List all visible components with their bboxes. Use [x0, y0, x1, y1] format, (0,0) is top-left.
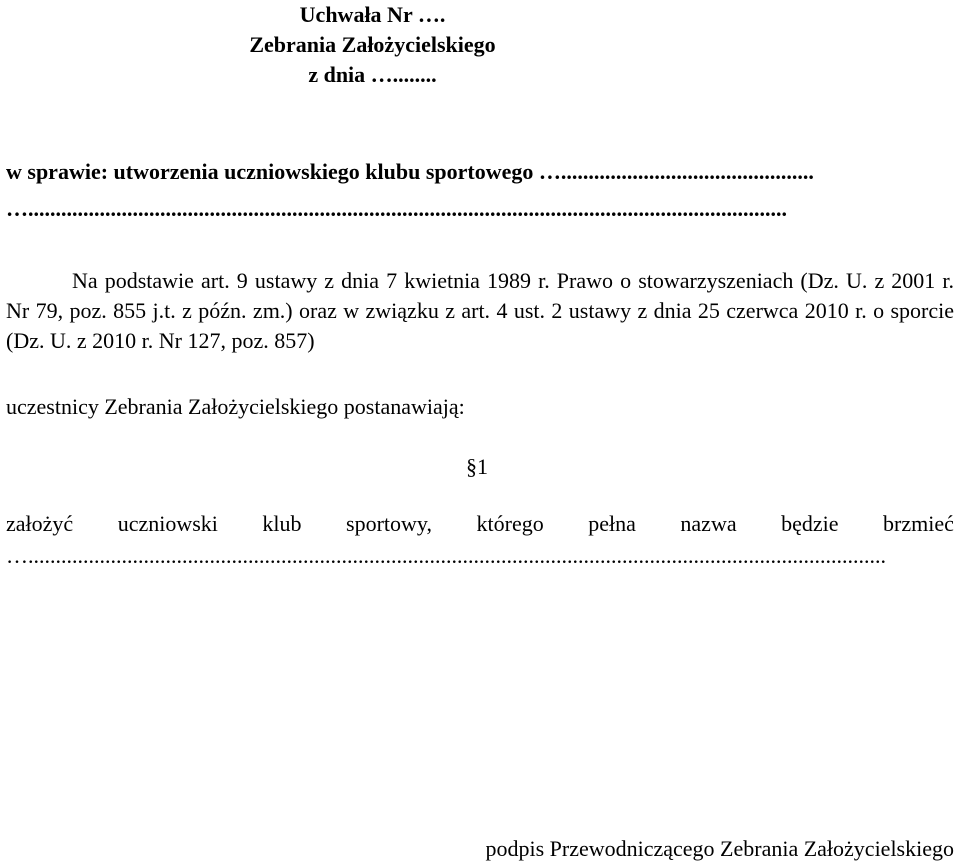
resolution-word: uczniowski [117, 511, 218, 536]
subject-line-2: ….......................................................................................................................................... [6, 196, 787, 221]
legal-basis-paragraph: Na podstawie art. 9 ustawy z dnia 7 kwietnia 1989 r. Prawo o stowarzyszeniach (Dz. U. z 2001 r. Nr 79, poz. 855 j.t. z późn. zm.) oraz w związku z art. 4 ust. 2 ustawy z dnia 25 czerwca 2010 r. o sporcie (Dz. U. z 2010 r. Nr 127, poz. 857) [6, 268, 954, 353]
resolution-word: sportowy, [346, 511, 433, 536]
resolution-word: klub [262, 511, 302, 536]
resolution-subject [6, 153, 954, 227]
signature-caption: podpis Przewodniczącego Zebrania Założycielskiego [485, 836, 954, 861]
meeting-name: Zebrania Założycielskiego [249, 32, 496, 57]
resolution-word: będzie [781, 511, 839, 536]
resolution-number: Uchwała Nr …. [299, 2, 446, 27]
paragraph-label: §1 [466, 454, 488, 479]
resolution-word: brzmieć [883, 511, 954, 536]
subject-line-1: w sprawie: utworzenia uczniowskiego klubu sportowego ….............................................. [6, 159, 814, 184]
club-name-blank: …............................................................................................................................................................ [6, 543, 886, 568]
resolution-line-1 [6, 509, 954, 538]
resolution-word: pełna [588, 511, 636, 536]
participants-statement: uczestnicy Zebrania Założycielskiego postanawiają: [6, 394, 465, 419]
resolution-word: nazwa [680, 511, 737, 536]
resolution-date: z dnia …........ [308, 62, 437, 87]
resolution-body [6, 509, 954, 570]
resolution-word: założyć [6, 511, 74, 536]
resolution-header [0, 0, 745, 90]
resolution-word: którego [476, 511, 544, 536]
